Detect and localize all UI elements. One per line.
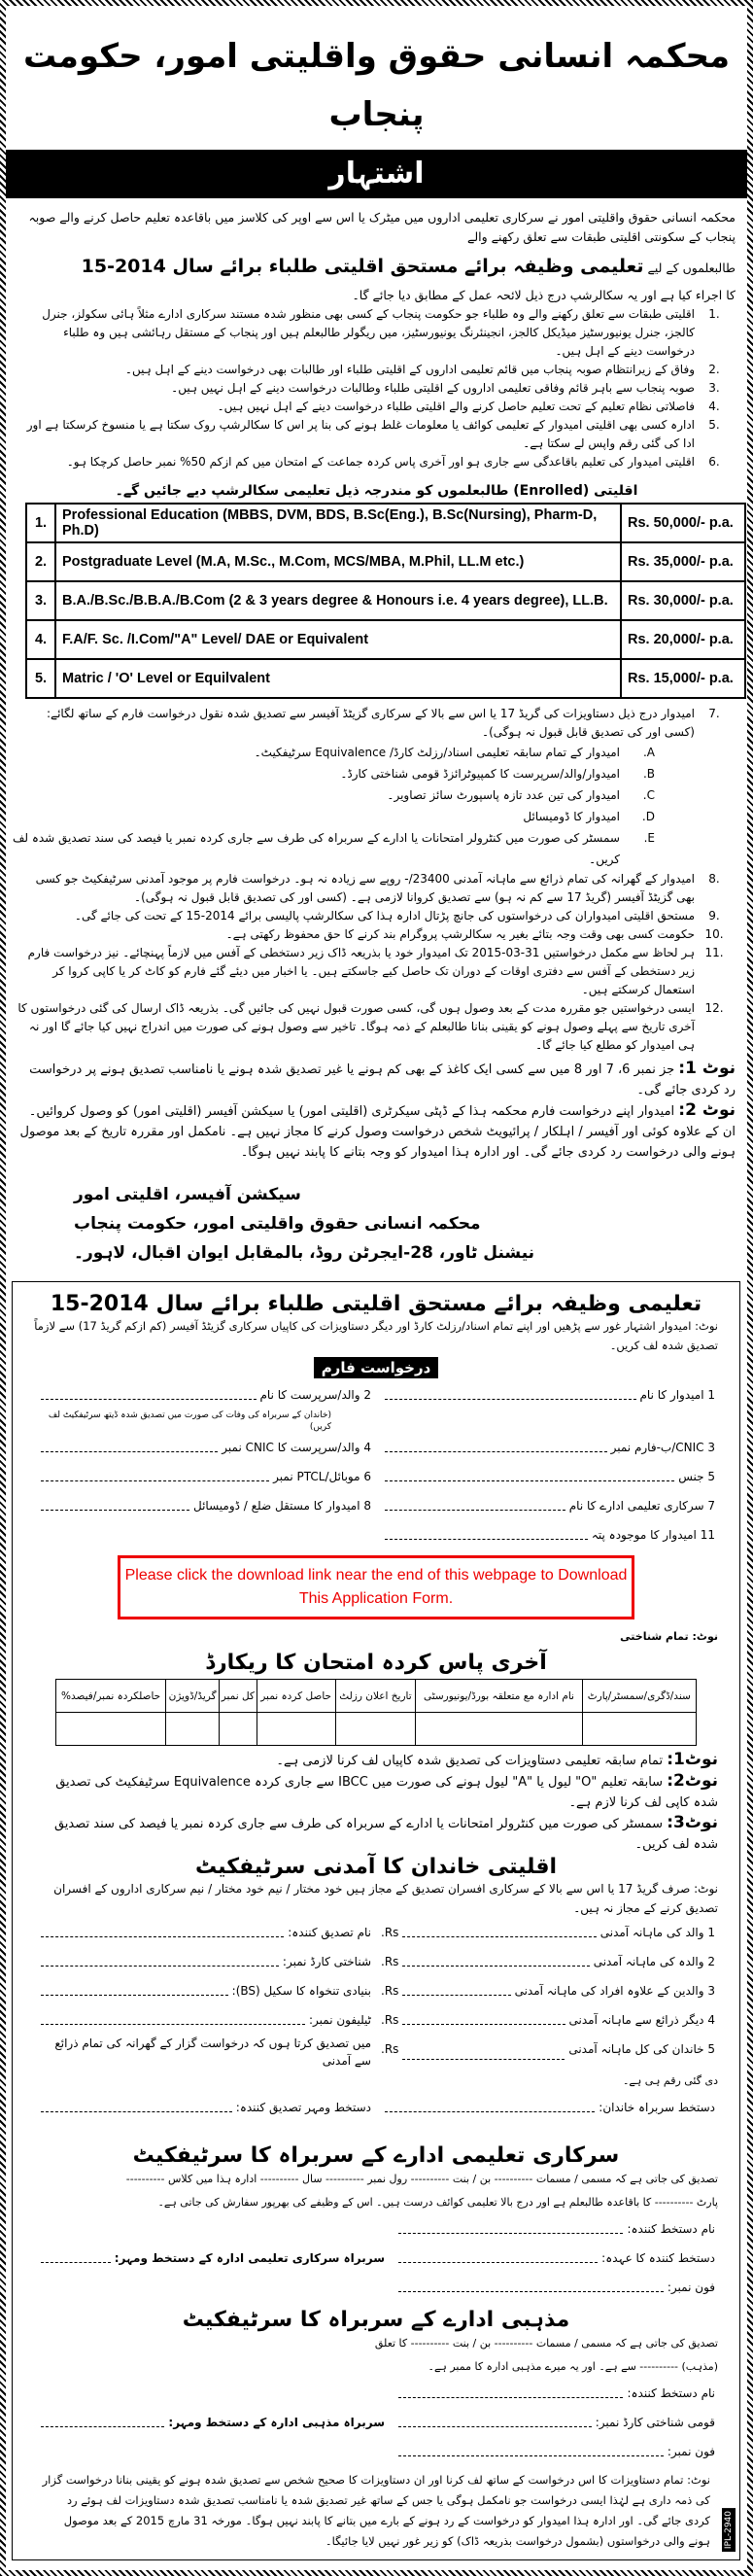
cert-stamp — [37, 2437, 385, 2466]
cert-stamp — [37, 2379, 385, 2408]
scholarship-row — [26, 659, 745, 698]
stamp-label: سربراہ سرکاری تعلیمی ادارہ کے دستخط ومہر: — [114, 2251, 385, 2265]
currency-label: Rs. — [381, 2042, 399, 2056]
cert-field-input[interactable] — [398, 2379, 623, 2398]
gov-cert-title: سرکاری تعلیمی ادارے کے سربراہ کا سرٹیفکیٹ — [132, 2143, 620, 2168]
income-amount-input[interactable] — [402, 1918, 596, 1937]
field-input[interactable] — [385, 1520, 588, 1540]
record-title: آخری پاس کردہ امتحان کا ریکارڈ — [205, 1651, 547, 1675]
rules-list-2 — [6, 870, 747, 1055]
rule-item — [6, 453, 747, 471]
row-number: 3. — [26, 581, 55, 620]
field-label: امیدوار کا موجودہ پتہ — [591, 1528, 697, 1542]
form-field-row — [13, 1491, 739, 1520]
record-column-header: تاریخ اعلان رزلٹ — [335, 1680, 416, 1713]
form-field — [37, 1462, 371, 1491]
income-note: نوٹ: صرف گریڈ 17 یا اس سے بالا کے سرکاری افسران تصدیق کے مجاز ہیں خود مختار / نیم خود مختار / نیم سرکاری اداروں کے افسران تصدیق کرنے کے مجاز نہ ہیں۔ — [53, 1882, 718, 1915]
rule-text: ادارہ کسی بھی اقلیتی امیدوار کے تعلیمی کوائف یا معلومات غلط ہونے کی بنا پر اس کا سکالرشپ روک سکتا ہے یا منسوخ کرسکتا ہے اور ادا کی گئی رقم واپس لے سکتا ہے۔ — [26, 418, 695, 450]
rule-number: 5. — [708, 418, 720, 432]
field-input[interactable] — [41, 1462, 269, 1481]
income-row — [13, 2005, 739, 2035]
field-input[interactable] — [385, 1380, 636, 1400]
scholarship-amount: Rs. 20,000/- p.a. — [621, 620, 745, 659]
item-letter: E. — [643, 831, 655, 845]
field-input[interactable] — [41, 1380, 257, 1400]
field-label: جنس — [678, 1470, 704, 1483]
signatory-address: نیشنل ٹاور، 28-ایجرٹن روڈ، بالمقابل ایوان اقبال، لاہور۔ — [74, 1243, 535, 1263]
row-number: 5. — [26, 659, 55, 698]
form-field — [381, 1462, 715, 1491]
record-column-header: سند/ڈگری/سمسٹر/پارٹ — [582, 1680, 696, 1713]
field-number: 2 — [363, 1388, 371, 1402]
record-cell[interactable] — [219, 1713, 257, 1746]
verifier-signature-field[interactable] — [41, 2093, 232, 2112]
signature-block — [6, 1180, 747, 1268]
record-header — [56, 1680, 697, 1713]
rule-number: 8. — [708, 872, 720, 886]
scholarship-row — [26, 504, 745, 542]
rule-text: اقلیتی طبقات سے تعلق رکھنے والے وہ طلباء جو حکومت پنجاب کے کسی بھی منظور شدہ مستند سرکاری ادارے مثلاً ہائی سکولز، جنرل کالجز، جنرل یونیورسٹیز میڈیکل کالجز، انجینئرنگ یونیورسٹیز، میں ریگولر طالبعلم ہیں اور پنجاب کے مستقل رہائشی ہیں وہ طلباء درخواست دینے کے اہل ہیں۔ — [42, 307, 695, 358]
record-column-header: گریڈ/ڈویژن — [166, 1680, 220, 1713]
field-label: موبائل/PTCL نمبر — [273, 1470, 360, 1483]
record-cell[interactable] — [56, 1713, 166, 1746]
document-item — [6, 742, 747, 763]
field-label: والد/سرپرست کا CNIC نمبر — [222, 1441, 360, 1454]
rule-item — [6, 705, 747, 742]
gov-cert-line: تصدیق کی جاتی ہے کہ مسمی / مسمات ---------- بن / بنت ---------- رول نمبر ---------- سال ---------- ادارہ ہذا میں کلاس ---------- — [125, 2173, 718, 2185]
rule-7 — [6, 705, 747, 742]
form-field-row — [13, 1462, 739, 1491]
field-number: 4 — [707, 2013, 715, 2027]
cert-field-label: دستخط کنندہ کا عہدہ: — [601, 2251, 715, 2265]
form-fields — [13, 1380, 739, 1549]
verifier-label: میں تصدیق کرتا ہوں کہ درخواست گزار کے گھرانہ کی تمام ذرائع سے آمدنی — [54, 2036, 371, 2068]
department-title: محکمہ انسانی حقوق واقلیتی امور، حکومت پنجاب — [22, 37, 731, 134]
cert-field-row — [13, 2437, 739, 2466]
income-label: والد کی ماہانہ آمدنی — [599, 1926, 704, 1939]
record-cell[interactable] — [582, 1713, 696, 1746]
verifier-field — [37, 1918, 371, 1947]
signatory-title: سیکشن آفیسر، اقلیتی امور — [74, 1185, 301, 1204]
form-field-row — [13, 1433, 739, 1462]
religious-cert-title: مذہبی ادارے کے سربراہ کا سرٹیفکیٹ — [182, 2308, 570, 2332]
form-field — [381, 1520, 715, 1549]
exam-record-table — [55, 1679, 697, 1746]
field-number: 5 — [707, 2042, 715, 2056]
record-row — [56, 1713, 697, 1746]
field-label: امیدوار کا مستقل ضلع / ڈومیسائل — [193, 1499, 360, 1513]
rule-number: 6. — [708, 455, 720, 469]
record-note — [13, 1813, 739, 1855]
field-input[interactable] — [385, 1491, 565, 1511]
cert-stamp — [37, 2214, 385, 2244]
item-text: امیدوار کے تمام سابقہ تعلیمی اسناد/رزلٹ کارڈ/ Equivalence سرٹیفکیٹ۔ — [254, 746, 620, 759]
note-text: تمام سابقہ تعلیمی دستاویزات کی تصدیق شدہ کاپیاں لف کرنا لازمی ہے۔ — [276, 1754, 664, 1768]
income-label: والدین کے علاوہ افراد کی ماہانہ آمدنی — [514, 1984, 704, 1998]
ad-code: IPL-2940 — [722, 2508, 736, 2552]
note-item — [6, 1059, 747, 1100]
scholarship-row — [26, 620, 745, 659]
rule-text: وفاق کے زیرانتظام صوبہ پنجاب میں قائم تعلیمی اداروں کے اقلیتی طلباء اور طالبات بھی درخواست دینے کے اہل ہیں۔ — [124, 363, 695, 376]
verifier-label: نام تصدیق کنندہ: — [288, 1926, 371, 1939]
form-title: تعلیمی وظیفہ برائے مستحق اقلیتی طلباء برائے سال 2014-15 — [50, 1292, 702, 1316]
item-text: امیدوار کی تین عدد تازہ پاسپورٹ سائز تصاویر۔ — [387, 788, 620, 802]
income-field — [381, 1947, 715, 1976]
income-label: دیگر ذرائع سے ماہانہ آمدنی — [568, 2013, 704, 2027]
religious-cert-line: (مذہب) ---------- سے ہے۔ اور یہ میرے مذہبی ادارہ کا ممبر ہے۔ — [428, 2360, 718, 2373]
field-label: امیدوار کا نام — [639, 1388, 704, 1402]
rule-item — [6, 379, 747, 398]
record-note — [13, 1750, 739, 1771]
form-field-row — [13, 1380, 739, 1410]
item-text: امیدوار کا ڈومیسائل — [523, 810, 620, 823]
verifier-field — [37, 2005, 371, 2035]
download-notice[interactable]: Please click the download link near the end of this webpage to Download This Application Form. — [118, 1555, 634, 1619]
rule-number: 7. — [708, 707, 720, 720]
note-text: سمسٹر کی صورت میں کنٹرولر امتحانات یا ادارے کے سربراہ کی طرف سے جاری کردہ نمبر یا فیصد کی سند تصدیق شدہ لف کریں۔ — [53, 1817, 718, 1852]
form-field — [381, 1433, 715, 1462]
stamp-label: سربراہ مذہبی ادارہ کے دستخط ومہر: — [168, 2416, 385, 2429]
form-label: درخواست فارم — [314, 1357, 439, 1378]
form-field — [37, 1380, 371, 1410]
record-column-header: حاصلکردہ نمبر/فیصد% — [56, 1680, 166, 1713]
education-level: Postgraduate Level (M.A, M.Sc., M.Com, MCS/MBA, M.Phil, LL.M etc.) — [55, 542, 621, 581]
verifier-signature — [37, 2093, 371, 2122]
record-column-header: کل نمبر — [219, 1680, 257, 1713]
document-item — [6, 784, 747, 806]
field-hint: (خاندان کے سربراہ کی وفات کی صورت میں تصدیق شدہ ڈیتھ سرٹیفکیٹ لف کریں) — [48, 1410, 331, 1432]
rule-number: 9. — [708, 909, 720, 922]
cert-stamp — [37, 2244, 385, 2273]
income-label: خاندان کی کل ماہانہ آمدنی — [568, 2042, 704, 2056]
field-number: 4 — [363, 1441, 371, 1454]
verifier-input[interactable] — [41, 2005, 305, 2025]
intro-line: محکمہ انسانی حقوق واقلیتی امور نے سرکاری تعلیمی اداروں میں میٹرک یا اس سے اوپر کی کلاسز میں باقاعدہ تعلیم حاصل کرنے والے صوبہ پنجاب کے سکونتی اقلیتی طبقات سے تعلق رکھنے والے — [28, 210, 736, 244]
verifier-field — [37, 2035, 371, 2070]
row-number: 4. — [26, 620, 55, 659]
education-level: B.A./B.Sc./B.B.A./B.Com (2 & 3 years degree & Honours i.e. 4 years degree), LL.B. — [55, 581, 621, 620]
record-cell[interactable] — [257, 1713, 335, 1746]
note-item — [6, 1100, 747, 1163]
cert-stamp — [37, 2273, 385, 2302]
field-number: 3 — [707, 1984, 715, 1998]
income-amount-input[interactable] — [402, 2035, 565, 2060]
field-input[interactable] — [41, 1433, 218, 1452]
stamp-input[interactable] — [41, 2244, 111, 2263]
scholarship-amount: Rs. 30,000/- p.a. — [621, 581, 745, 620]
field-input[interactable] — [41, 1491, 189, 1511]
record-column-header: نام ادارہ مع متعلقہ بورڈ/یونیورسٹی — [416, 1680, 582, 1713]
cert-field-label: فون نمبر: — [667, 2280, 715, 2294]
scholarship-amount: Rs. 50,000/- p.a. — [621, 504, 745, 542]
cert-field-input[interactable] — [398, 2437, 664, 2456]
form-note-short: نوٹ: تمام شناختی — [620, 1630, 718, 1643]
education-level: F.A/F. Sc. /I.Com/"A" Level/ DAE or Equivalent — [55, 620, 621, 659]
education-level: Professional Education (MBBS, DVM, BDS, B.Sc(Eng.), B.Sc(Nursing), Pharm-D, Ph.D) — [55, 504, 621, 542]
field-number: 3 — [707, 1441, 715, 1454]
scholarship-row — [26, 581, 745, 620]
income-amount-input[interactable] — [402, 2005, 565, 2025]
income-row — [13, 1976, 739, 2005]
currency-label: Rs. — [381, 2013, 399, 2027]
form-note: نوٹ: امیدوار اشتہار غور سے پڑھیں اور اپنے تمام اسناد/رزلٹ کارڈ اور دیگر دستاویزات کی کاپیاں سرکاری گزیٹڈ آفیسر (کم ازکم گریڈ 17) سے لازماً تصدیق شدہ لف کریں۔ — [34, 1319, 718, 1352]
item-text: سمسٹر کی صورت میں کنٹرولر امتحانات یا ادارے کے سربراہ کی طرف سے جاری کردہ نمبر یا فیصد کی سند تصدیق شدہ لف کریں۔ — [12, 831, 620, 866]
cert-field — [394, 2408, 715, 2437]
cert-field-label: فون نمبر: — [667, 2445, 715, 2458]
rule-item — [6, 361, 747, 379]
form-field — [381, 1380, 715, 1410]
item-letter: D. — [641, 810, 655, 823]
item-letter: C. — [642, 788, 655, 802]
field-number: 5 — [707, 1470, 715, 1483]
form-label-wrap — [13, 1357, 739, 1378]
field-number: 8 — [363, 1499, 371, 1513]
rules-list — [6, 305, 747, 471]
gov-cert-line: پارٹ ---------- کا باقاعدہ طالبعلم ہے اور درج بالا تعلیمی کوائف درست ہیں۔ اس کے وظیفے کی بھرپور سفارش کی جاتی ہے۔ — [157, 2196, 718, 2209]
item-text: امیدوار/والد/سرپرست کا کمپیوٹرائزڈ قومی شناختی کارڈ۔ — [340, 767, 620, 781]
cert-field — [394, 2437, 715, 2466]
form-field — [37, 1433, 371, 1462]
rule-number: 10. — [704, 927, 724, 941]
rule-text: اقلیتی امیدوار کی تعلیم باقاعدگی سے جاری ہو اور آخری پاس کردہ جماعت کے امتحان میں کم ازکم 50% نمبر حاصل کرچکا ہو۔ — [66, 455, 695, 469]
verifier-field — [37, 1947, 371, 1976]
rule-text: ہر لحاظ سے مکمل درخواستیں 31-03-2015 تک امیدوار خود یا بذریعہ ڈاک زیر دستخطی کے آفس میں لازماً پہنچائے۔ نیز درخواست فارم زیر دستخطی کے آفس سے دفتری اوقات کے دوران تک حاصل کیے جاسکتے ہیں۔ یا اخبار میں دیئے گئے فارم کو کاٹ کر یا کاپی کروا کر استعمال کرسکتے ہیں۔ — [27, 946, 695, 996]
rule-number: 12. — [704, 1001, 724, 1015]
scholarship-amount: Rs. 15,000/- p.a. — [621, 659, 745, 698]
currency-label: Rs. — [381, 1984, 399, 1998]
rule-text: حکومت کسی بھی وقت وجہ بتائے بغیر یہ سکالرشپ پروگرام بند کرنے کا حق محفوظ رکھتی ہے۔ — [225, 927, 695, 941]
form-field-row — [13, 1520, 739, 1549]
verifier-input[interactable] — [41, 1918, 284, 1937]
rule-item — [6, 870, 747, 907]
income-field — [381, 1918, 715, 1947]
field-number: 6 — [363, 1470, 371, 1483]
cert-field-label: نام دستخط کنندہ: — [627, 2222, 715, 2236]
field-number: 1 — [707, 1388, 715, 1402]
rule-number: 4. — [708, 400, 720, 413]
cert-field-label: نام دستخط کنندہ: — [627, 2386, 715, 2400]
cert-field — [394, 2379, 715, 2408]
field-number: 7 — [707, 1499, 715, 1513]
cert-field-input[interactable] — [398, 2273, 664, 2292]
note-label: نوٹ2: — [667, 1771, 718, 1791]
scholarship-row — [26, 542, 745, 581]
item-letter: B. — [642, 767, 655, 781]
intro-prefix: طالبعلموں کے لیے — [647, 261, 736, 275]
verifier-label: بنیادی تنخواہ کا سکیل (BS): — [231, 1984, 371, 1998]
application-form — [12, 1281, 740, 2560]
rule-number: 11. — [704, 946, 724, 959]
income-rows — [13, 1918, 739, 2070]
note-label: نوٹ1: — [667, 1750, 718, 1769]
head-signature-field[interactable] — [385, 2093, 595, 2112]
rule-item — [6, 398, 747, 416]
verifier-label: شناختی کارڈ نمبر: — [282, 1955, 371, 1968]
education-level: Matric / 'O' Level or Equilvalent — [55, 659, 621, 698]
income-label: والدہ کی ماہانہ آمدنی — [593, 1955, 704, 1968]
form-field — [37, 1520, 371, 1549]
documents-list — [6, 742, 747, 870]
currency-label: Rs. — [381, 1926, 399, 1939]
scholarship-amount: Rs. 35,000/- p.a. — [621, 542, 745, 581]
rule-item — [6, 907, 747, 925]
cert-field — [394, 2244, 715, 2273]
scheme-title: تعلیمی وظیفہ برائے مستحق اقلیتی طلباء برائے سال 2014-15 — [81, 256, 644, 277]
religious-cert-line: تصدیق کی جاتی ہے کہ مسمی / مسمات ---------- بن / بنت ---------- کا تعلق — [374, 2337, 718, 2350]
note-label: نوٹ 1: — [678, 1059, 736, 1078]
rule-text: مستحق اقلیتی امیدواران کی درخواستوں کی جانچ پڑتال ادارہ ہذا کی سکالرشپ پالیسی برائے 2014-15 کے تحت کی جائے گی۔ — [74, 909, 695, 922]
cert-field — [394, 2214, 715, 2244]
income-row — [13, 1947, 739, 1976]
rule-text: صوبہ پنجاب سے باہر قائم وفاقی تعلیمی اداروں کے اقلیتی طلباء وطالبات درخواست دینے کے اہل نہیں ہیں۔ — [171, 381, 695, 395]
cert-field-row — [13, 2379, 739, 2408]
rule-item — [6, 305, 747, 361]
verifier-input[interactable] — [41, 1976, 228, 1996]
advertisement-banner: اشتہار — [6, 150, 747, 198]
field-label: سرکاری تعلیمی ادارے کا نام — [568, 1499, 704, 1513]
record-cell[interactable] — [166, 1713, 220, 1746]
rule-item — [6, 944, 747, 999]
income-title: اقلیتی خاندان کا آمدنی سرٹیفکیٹ — [194, 1855, 558, 1879]
intro-line: کا اجراء کیا ہے اور یہ سکالرشپ درج ذیل لائحہ عمل کے مطابق دیا جائے گا۔ — [352, 288, 736, 302]
intro-heading — [6, 257, 747, 278]
note-text: امیدوار اپنے درخواست فارم محکمہ ہذا کے ڈپٹی سیکرٹری (اقلیتی امور) یا سیکشن آفیسر (اقلیتی امور) کو وصول کروائیں۔ ان کے علاوہ کوئی اور آفیسر / اہلکار / پرائیویٹ شخص درخواست وصول کرنے کا مجاز نہیں ہے۔ نامکمل اور مقررہ تاریخ کے بعد موصول ہونے والی درخواست رد کردی جائے گی۔ اور ادارہ ہذا امیدوار کو وجہ بتانے کا پابند نہیں ہوگا۔ — [19, 1104, 736, 1160]
record-cell[interactable] — [335, 1713, 416, 1746]
field-label: والد/سرپرست کا نام — [259, 1388, 360, 1402]
cert-field-row — [13, 2408, 739, 2437]
field-number: 2 — [707, 1955, 715, 1968]
cert-field-input[interactable] — [398, 2214, 623, 2234]
income-row — [13, 2035, 739, 2070]
document-item — [6, 763, 747, 784]
field-label: CNIC/ب-فارم نمبر — [610, 1441, 704, 1454]
rule-text: امیدوار کے گھرانہ کی تمام ذرائع سے ماہانہ آمدنی 23400/- روپے سے زیادہ نہ ہو۔ درخواست فارم پر موجود آمدنی سرٹیفکیٹ جو کسی بھی گزیٹڈ آفیسر (گریڈ 17 سے کم نہ ہو) سے تصدیق کروانا لازمی ہے۔ (کسی اور کی تصدیق قابل قبول نہ ہوگی)۔ — [35, 872, 695, 904]
cert-field-input[interactable] — [398, 2408, 592, 2427]
record-cell[interactable] — [416, 1713, 582, 1746]
field-number: 11 — [700, 1528, 715, 1542]
income-field — [381, 1976, 715, 2005]
field-input[interactable] — [385, 1462, 674, 1481]
income-amount-input[interactable] — [402, 1947, 589, 1967]
income-field — [381, 2035, 715, 2070]
row-number: 2. — [26, 542, 55, 581]
rule-item — [6, 999, 747, 1055]
stamp-input[interactable] — [41, 2408, 164, 2427]
note-text: سابقہ تعلیم "O" لیول یا "A" لیول ہونے کی صورت میں IBCC سے جاری کردہ Equivalence سرٹیفکیٹ کی تصدیق شدہ کاپی لف کرنا لازم ہے۔ — [55, 1775, 718, 1810]
row-number: 1. — [26, 504, 55, 542]
document-item — [6, 806, 747, 827]
item-letter: A. — [642, 746, 655, 759]
document-item — [6, 827, 747, 870]
currency-label: Rs. — [381, 1955, 399, 1968]
head-signature — [381, 2093, 715, 2122]
final-note: نوٹ: تمام دستاویزات کا اس درخواست کے ساتھ لف کرنا اور ان دستاویزات کا صحیح شخص سے تصدیق شدہ ہونے کو یقینی بنانا درخواست گزار کی ذمہ داری ہے لہٰذا ایسی درخواست جو نامکمل ہوگی یا جس کے ساتھ غیر تصدیق شدہ یا نامناسب تصدیق شدہ دستاویزات لف ہوئے رد کردی جائے گی۔ اور ادارہ ہذا امیدوار کو درخواست کے رد ہونے کے بارے میں بتانے کا پابند نہیں ہوگا۔ مورخہ 31 مارچ 2015 کے بعد موصول ہونے والی درخواستوں (بشمول درخواست بذریعہ ڈاک) کو زیر غور نہیں لایا جائیگا۔ — [42, 2473, 710, 2548]
notes — [6, 1059, 747, 1163]
note-label: نوٹ3: — [667, 1813, 718, 1832]
signatory-department: محکمہ انسانی حقوق واقلیتی امور، حکومت پنجاب — [74, 1214, 481, 1234]
rule-item — [6, 416, 747, 453]
gov-cert-fields — [13, 2214, 739, 2302]
religious-cert-fields — [13, 2379, 739, 2466]
rule-text: فاصلاتی نظام تعلیم کے تحت تعلیم حاصل کرنے والے اقلیتی طلباء درخواست دینے کے اہل نہیں ہیں۔ — [217, 400, 695, 413]
cert-field-label: قومی شناختی کارڈ نمبر: — [595, 2416, 715, 2429]
rule-text: ایسی درخواستیں جو مقررہ مدت کے بعد وصول ہوں گی، کسی صورت قبول نہیں کی جائیں گی۔ بذریعہ ڈاک ارسال کی گئی درخواستوں کا آخری تاریخ سے پہلے وصول ہونے کو یقینی بنانا طالبعلم کے ذمہ ہوگا۔ تاخیر سے وصول ہونے کی صورت میں اندراج نہیں کیا جائے گا اور نہ ہی امیدوار کو مطلع کیا جائے گا۔ — [17, 1001, 695, 1052]
record-notes — [13, 1750, 739, 1855]
record-note — [13, 1771, 739, 1813]
field-number: 1 — [707, 1926, 715, 1939]
note-text: جز نمبر 6، 7 اور 8 میں سے کسی ایک کاغذ کے بھی کم ہونے یا غیر تصدیق شدہ ہونے یا نامناسب تصدیق ہونے پر درخواست رد کردی جائے گی۔ — [29, 1062, 736, 1097]
cert-field-row — [13, 2214, 739, 2244]
field-input[interactable] — [385, 1433, 607, 1452]
cert-field-row — [13, 2273, 739, 2302]
verifier-input[interactable] — [41, 1947, 279, 1967]
cert-field — [394, 2273, 715, 2302]
verifier-signature-label: دستخط ومہر تصدیق کنندہ: — [235, 2101, 371, 2114]
head-signature-label: دستخط سربراہ خاندان: — [599, 2101, 715, 2114]
record-column-header: حاصل کردہ نمبر — [257, 1680, 335, 1713]
form-field — [37, 1491, 371, 1520]
rule-text: امیدوار درج ذیل دستاویزات کی گریڈ 17 یا اس سے بالا کے سرکاری گزیٹڈ آفیسر سے تصدیق شدہ نقول درخواست فارم کے ساتھ لگائے: (کسی اور کی تصدیق قابل قبول نہ ہوگی)۔ — [47, 707, 695, 739]
verifier-label: ٹیلیفون نمبر: — [308, 2013, 371, 2027]
note-label: نوٹ 2: — [678, 1100, 736, 1120]
verifier-field — [37, 1976, 371, 2005]
income-signatures — [13, 2093, 739, 2122]
rule-item — [6, 925, 747, 944]
income-field — [381, 2005, 715, 2035]
scholarship-heading: اقلیتی (Enrolled) طالبعلموں کو مندرجہ ذیل تعلیمی سکالرشپ دیے جائیں گے۔ — [115, 483, 638, 499]
rule-number: 3. — [708, 381, 720, 395]
scholarship-table — [25, 503, 746, 699]
cert-stamp — [37, 2408, 385, 2437]
form-field — [381, 1491, 715, 1520]
rule-number: 2. — [708, 363, 720, 376]
cert-field-input[interactable] — [398, 2244, 598, 2263]
rule-number: 1. — [708, 307, 720, 321]
cert-field-row — [13, 2244, 739, 2273]
income-tail: دی گئی رقم ہی ہے۔ — [622, 2074, 718, 2087]
income-amount-input[interactable] — [402, 1976, 510, 1996]
income-row — [13, 1918, 739, 1947]
